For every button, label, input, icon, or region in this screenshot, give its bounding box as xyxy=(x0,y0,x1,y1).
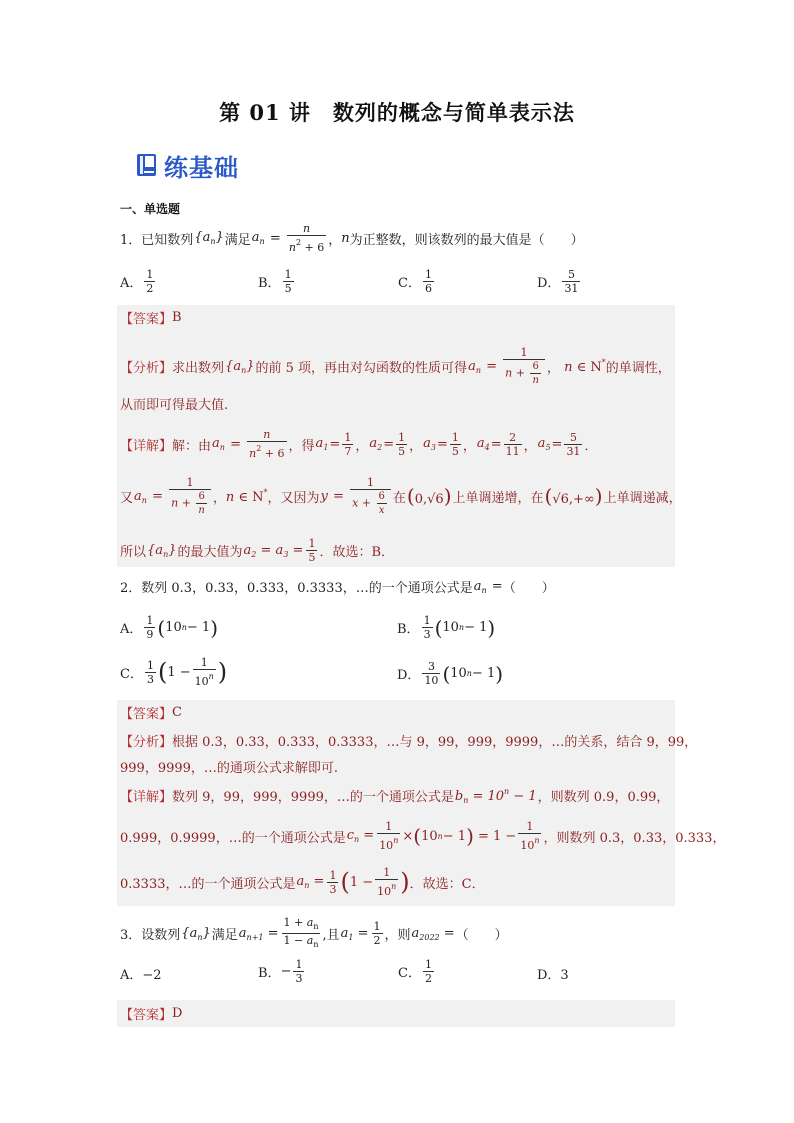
q2-option-b[interactable]: B． $\frac{1}{3}$ ( 10 n − 1 ) xyxy=(397,614,496,641)
q2-analysis: 【分析】 根据 0.3，0.33，0.333，0.3333，…与 9，99，999，9999，…的关系，结合 9，99， xyxy=(120,735,698,750)
q3-option-d[interactable]: D．3 xyxy=(537,968,569,983)
q3-option-b[interactable]: B． − $\frac{1}{3}$ xyxy=(258,958,303,985)
q3-answer: 【答案】 D xyxy=(120,1006,183,1023)
question-2-stem: 2．数列 0.3，0.33，0.333，0.3333，…的一个通项公式是 $a_n$ = （ ） xyxy=(120,578,555,596)
q3-option-c[interactable]: C． $\frac{1}{2}$ xyxy=(398,958,432,985)
q2-detail-line-3: 0.3333，…的一个通项公式是 $a_n$ = $\frac{1}{3}$ ( 1 − $\frac{1}{10^n}$ ) ．故选：C． xyxy=(120,866,485,898)
question-1-stem: 1．已知数列 $\{a_n\}$ 满足 $a_n$ = $\frac{n}{n^2 + 6}$ ， n 为正整数，则该数列的最大值是（ ） xyxy=(120,222,584,254)
q2-option-a[interactable]: A． $\frac{1}{9}$ ( 10 n − 1 ) xyxy=(120,614,219,641)
book-icon xyxy=(136,153,158,177)
q1-option-d[interactable]: D． $\frac{5}{31}$ xyxy=(537,268,579,295)
q1-detail-line-3: 所以 $\{a_n\}$ 的最大值为 $a_2 = a_3$ = $\frac{1}{5}$ ．故选：B． xyxy=(120,537,394,564)
q1-option-c[interactable]: C． $\frac{1}{6}$ xyxy=(398,268,432,295)
question-3-stem: 3．设数列 $\{a_n\}$ 满足 $a_{n+1}$ = $\frac{1 + a_n}{1 - a_n}$ ,且 $a_1$ = $\frac{1}{2}$ ，则 $a_{2022}$ = （ ） xyxy=(120,916,508,949)
q1-analysis-cont: 从而即可得最大值. xyxy=(120,398,229,413)
q2-detail-line-2: 0.999，0.9999，…的一个通项公式是 $c_n$ = $\frac{1}{10^n}$ × ( 10 n − 1 ) = 1 − $\frac{1}{10^n}$ ，则数列 0.3，0.33，0.333， xyxy=(120,820,726,852)
section-badge xyxy=(136,148,239,182)
q2-analysis-cont: 999，9999，…的通项公式求解即可. xyxy=(120,761,339,776)
q1-detail-line-2: 又 $a_n$ = 1 n + $\frac{6}{n}$ ， n ∈ N* ，又因为 y = 1 x + $\frac{6}{x}$ 在 (0,√6) 上单调递增，在 (√6,+∞) 上单调递减， xyxy=(120,476,682,516)
q3-solution-box xyxy=(117,1000,675,1027)
q1-answer: 【答案】 B xyxy=(120,310,182,327)
q2-detail-line-1: 【详解】 数列 9，99，999，9999，…的一个通项公式是 $b_n = 10^n - 1$ ，则数列 0.9，0.99， xyxy=(120,786,670,805)
page-title: 第 01 讲 数列的概念与简单表示法 xyxy=(219,100,575,125)
q1-option-b[interactable]: B． $\frac{1}{5}$ xyxy=(258,268,292,295)
q1-detail-line-1: 【详解】 解：由 $a_n$ = $\frac{n}{n^2 + 6}$ ，得 $a_1$ = $\frac{1}{7}$ ， $a_2$ = $\frac{1}{5}$ ， $a_3$ = $\frac{1}{5}$ ， $a_4$ = $\frac{2}{11}$ ， $a_5$ = $\frac{5}{31}$ ． xyxy=(120,428,598,460)
section-heading: 一、单选题 xyxy=(120,202,181,216)
q2-answer: 【答案】 C xyxy=(120,705,182,722)
badge-label: 练基础 xyxy=(164,153,239,182)
q2-option-c[interactable]: C． $\frac{1}{3}$ ( 1 − $\frac{1}{10^n}$ ) xyxy=(120,656,228,688)
q1-analysis: 【分析】 求出数列 $\{a_n\}$ 的前 5 项，再由对勾函数的性质可得 $a_n$ = 1 n + $\frac{6}{n}$ ， n ∈ N* 的单调性， xyxy=(120,346,671,386)
q3-option-a[interactable]: A．−2 xyxy=(120,968,162,983)
q1-option-a[interactable]: A． $\frac{1}{2}$ xyxy=(120,268,154,295)
q2-option-d[interactable]: D． $\frac{3}{10}$ ( 10 n − 1 ) xyxy=(397,660,504,687)
